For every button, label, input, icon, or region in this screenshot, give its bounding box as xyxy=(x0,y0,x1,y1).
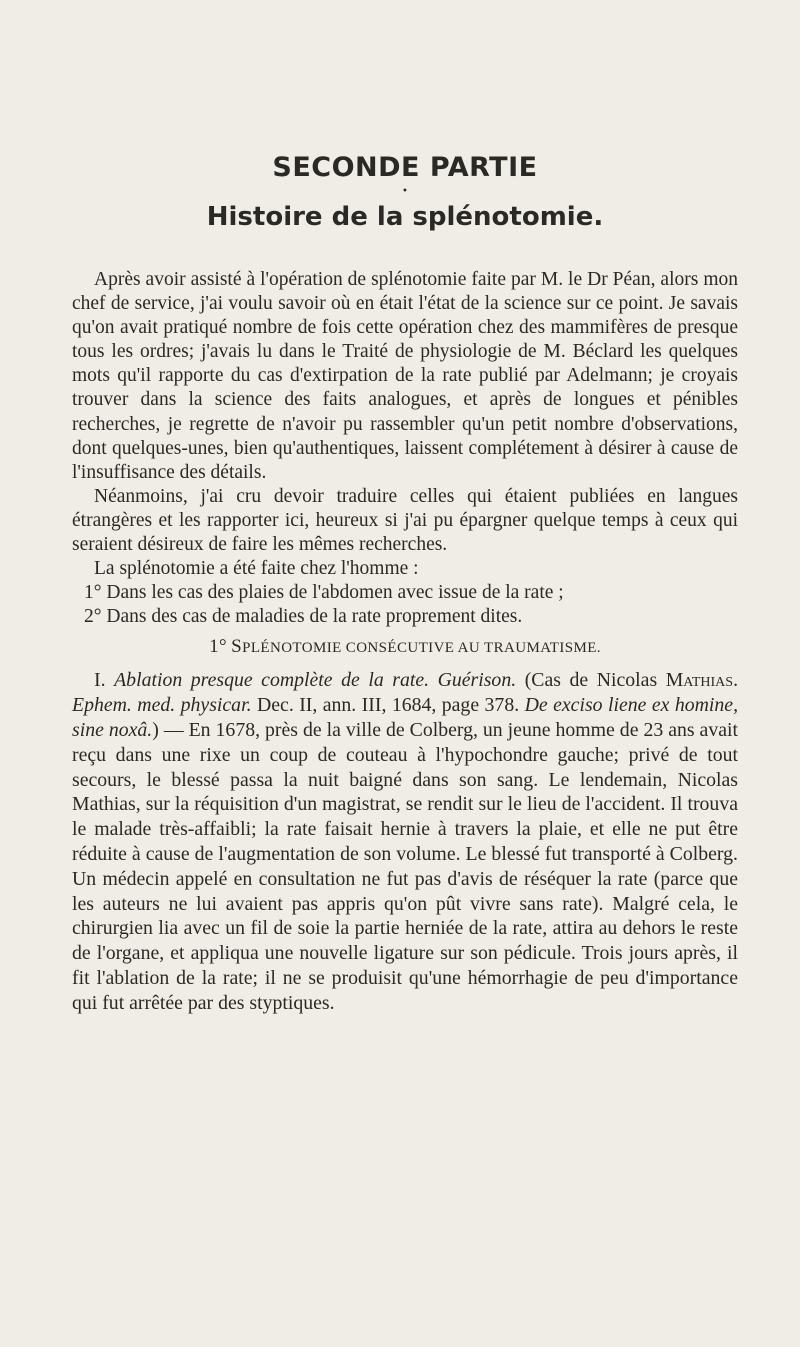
case-author: Mathias. xyxy=(665,669,739,692)
case-source-open: (Cas de Nicolas xyxy=(524,669,658,692)
translation-paragraph: Néanmoins, j'ai cru devoir traduire celles qui étaient publiées en langues étrangères et les rapporter ici, heureux si j'ai pu épargner quelque temps à ceux qui seraient désireux de faire les mêmes recherches. xyxy=(72,485,738,556)
case-observation xyxy=(72,668,738,1015)
ornament-dot: • xyxy=(402,186,408,197)
case-close-paren: ) xyxy=(152,719,159,741)
case-latin-title: De exciso liene ex homine, sine noxâ. xyxy=(72,694,739,741)
list-intro: La splénotomie a été faite chez l'homme : xyxy=(94,558,419,580)
section-title-rest: PLÉNOTOMIE CONSÉCUTIVE AU TRAUMATISME. xyxy=(242,640,601,657)
intro-paragraph: Après avoir assisté à l'opération de splénotomie faite par M. le Dr Péan, alors mon chef de service, j'ai voulu savoir où en était l'état de la science sur ce point. Je savais qu'on avait pratiqué nombre de fois cette opération chez des mammifères de presque tous les ordres; j'avais lu dans le Traité de physiologie de M. Béclard les quelques mots qu'il rapporte du cas d'extirpation de la rate publié par Adelmann; je croyais trouver dans la science des faits analogues, et après de longues et pénibles recherches, je regrette de n'avoir pu rassembler qu'un petit nombre d'observations, dont quelques-unes, bien qu'authentiques, laissent complétement à désirer à cause de l'insuffisance des détails. xyxy=(72,269,738,483)
case-body-text: — En 1678, près de la ville de Colberg, un jeune homme de 23 ans avait reçu dans une rixe un coup de couteau à l'hypochondre gauche; privé de tout secours, le blessé passa la nuit baigné dans son sang. Le lendemain, Nicolas Mathias, sur la réquisition d'un magistrat, se rendit sur le lieu de l'accident. Il trouva le malade très-affaibli; la rate faisait hernie à travers la plaie, et elle ne put être réduite à cause de l'augmentation de son volume. Le blessé fut transporté à Colberg. Un médecin appelé en consultation ne fut pas d'avis de réséquer la rate (parce que les auteurs ne lui avaient pas appris qu'on pût vivre sans rate). Malgré cela, le chirurgien lia avec un fil de soie la partie herniée de la rate, attira au dehors le reste de l'organe, et appliqua une nouvelle ligature sur son pédicule. Trois jours après, il fit l'ablation de la rate; il ne se produisit qu'une hémorrhagie de peu d'importance qui fut arrêtée par des styptiques. xyxy=(72,719,738,1014)
chapter-title: Histoire de la splénotomie. xyxy=(206,202,604,232)
case-type-list xyxy=(72,581,738,629)
case-journal: Ephem. med. physicar. xyxy=(72,694,252,717)
part-title: SECONDE PARTIE xyxy=(272,152,538,183)
list-item-wounds: 1° Dans les cas des plaies de l'abdomen avec issue de la rate ; xyxy=(84,582,564,604)
case-label: I. xyxy=(94,669,106,692)
section-heading xyxy=(72,637,738,658)
section-first-letter: S xyxy=(231,636,243,658)
list-item-diseases: 2° Dans des cas de maladies de la rate proprement dites. xyxy=(84,606,523,628)
case-reference: Dec. II, ann. III, 1684, page 378. xyxy=(256,694,520,717)
section-number: 1° xyxy=(209,636,227,658)
case-title: Ablation presque complète de la rate. Guérison. xyxy=(114,669,517,692)
case-paragraph xyxy=(72,668,738,1015)
